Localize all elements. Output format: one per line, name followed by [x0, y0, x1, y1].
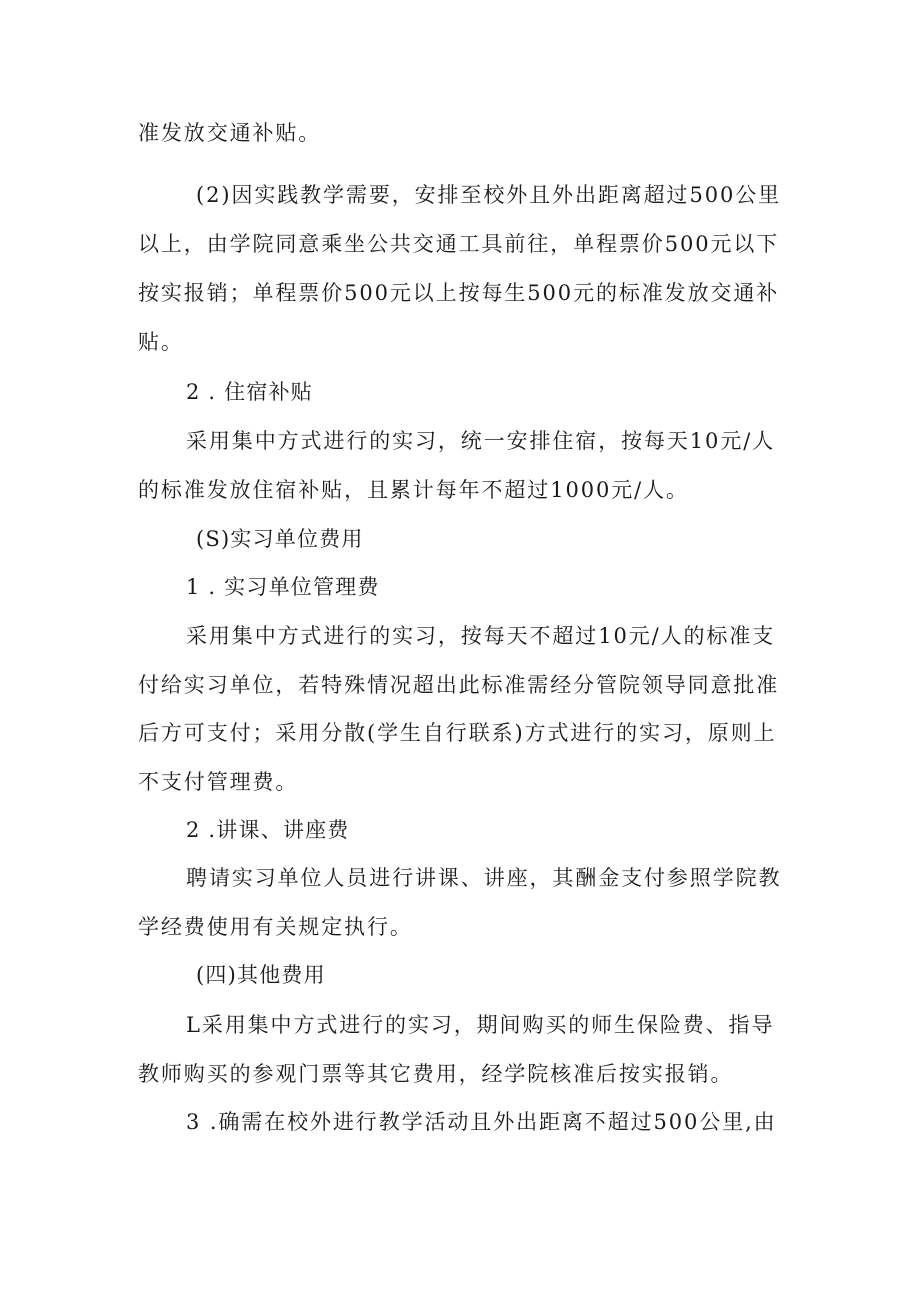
- paragraph-line: 不支付管理费。: [138, 770, 299, 794]
- paragraph-line: L采用集中方式进行的实习，期间购买的师生保险费、指导: [186, 1013, 775, 1037]
- paragraph-line: 准发放交通补贴。: [138, 121, 322, 145]
- paragraph-line: 采用集中方式进行的实习，统一安排住宿，按每天10元/人: [186, 429, 776, 453]
- paragraph-line: 的标准发放住宿补贴，且累计每年不超过1000元/人。: [138, 478, 689, 502]
- section-heading: 1 . 实习单位管理费: [186, 575, 380, 599]
- paragraph-line: (2)因实践教学需要，安排至校外且外出距离超过500公里: [196, 183, 782, 207]
- section-heading: (四)其他费用: [196, 963, 326, 987]
- paragraph-line: 按实报销；单程票价500元以上按每生500元的标准发放交通补: [138, 281, 780, 305]
- paragraph-line: 后方可支付；采用分散(学生自行联系)方式进行的实习，原则上: [138, 721, 777, 745]
- section-heading: (S)实习单位费用: [196, 527, 364, 551]
- paragraph-line: 付给实习单位，若特殊情况超出此标准需经分管院领导同意批准: [138, 673, 780, 697]
- paragraph-line: 教师购买的参观门票等其它费用，经学院核准后按实报销。: [138, 1062, 734, 1086]
- paragraph-line: 以上，由学院同意乘坐公共交通工具前往，单程票价500元以下: [138, 232, 780, 256]
- paragraph-line: 采用集中方式进行的实习，按每天不超过10元/人的标准支: [186, 624, 776, 648]
- paragraph-line: 学经费使用有关规定执行。: [138, 915, 413, 939]
- paragraph-line: 贴。: [138, 330, 184, 354]
- paragraph-line: 聘请实习单位人员进行讲课、讲座，其酬金支付参照学院教: [186, 866, 782, 890]
- paragraph-line: 3 .确需在校外进行教学活动且外出距离不超过500公里,由: [186, 1110, 777, 1134]
- section-heading: 2 .讲课、讲座费: [186, 818, 350, 842]
- section-heading: 2 . 住宿补贴: [186, 380, 313, 404]
